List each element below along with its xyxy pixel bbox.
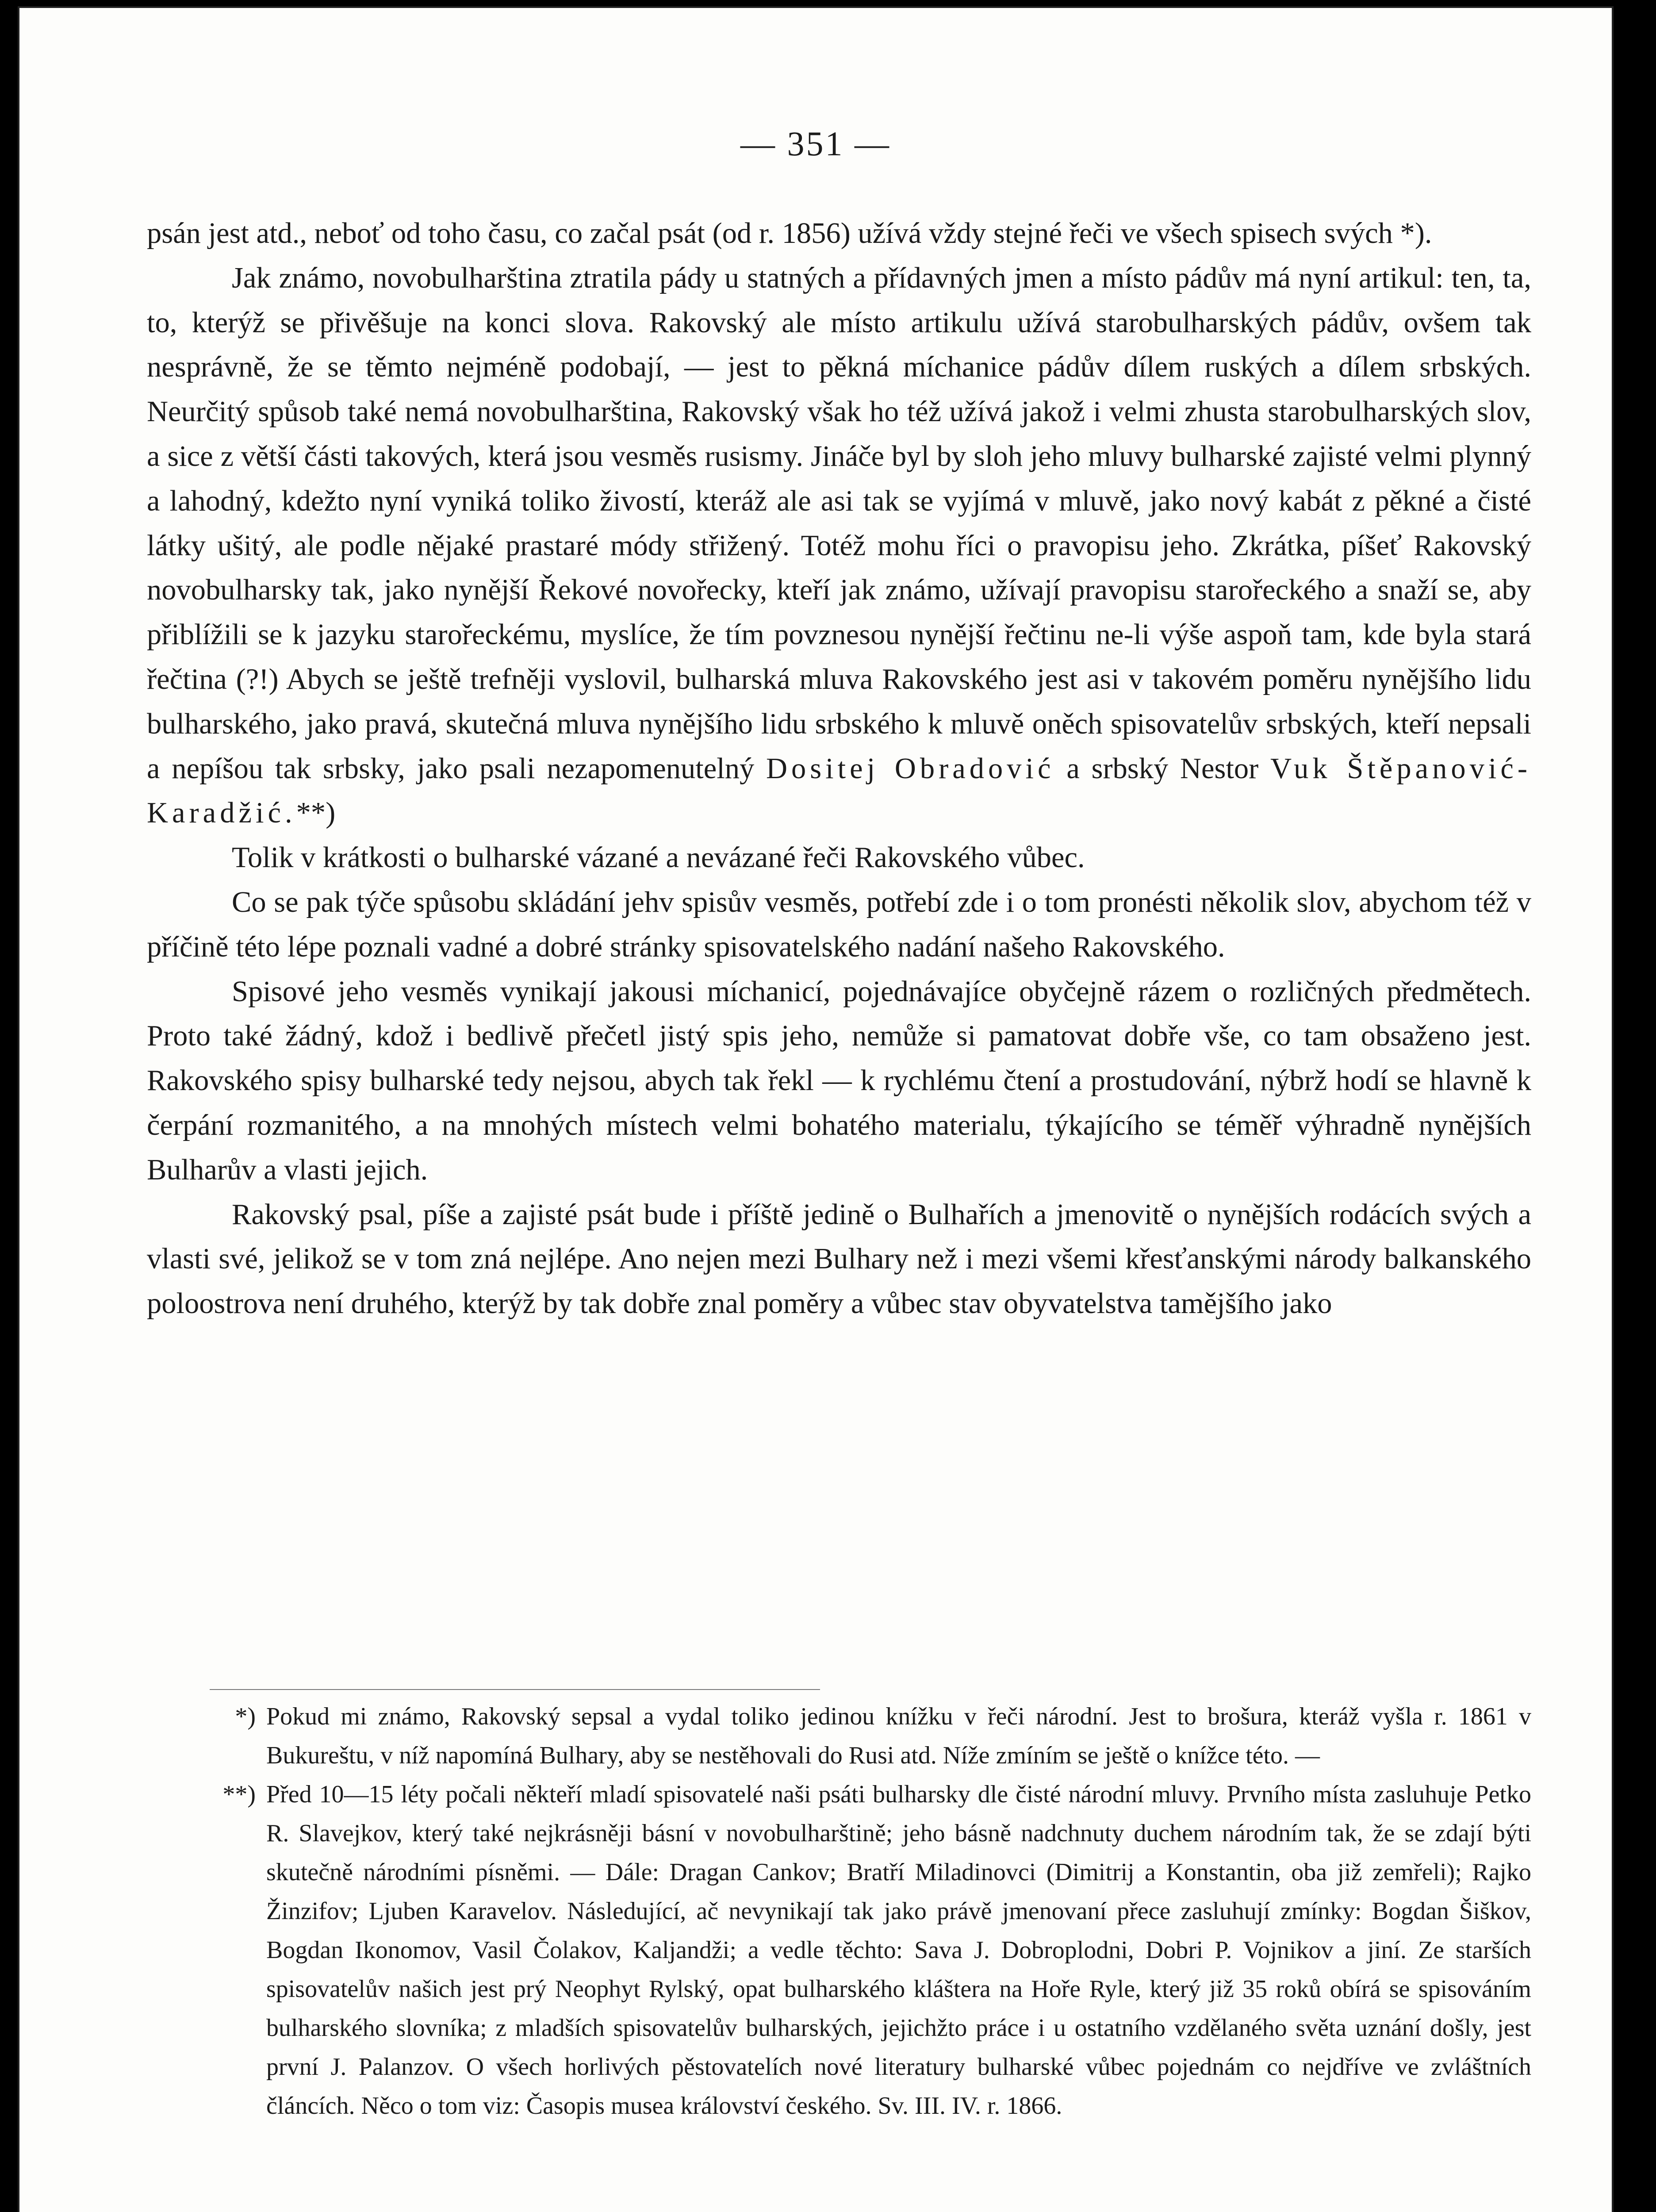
footnotes: [147, 1697, 1531, 2125]
footnote-1: [147, 1697, 1531, 1775]
footnote-1-mark: *): [235, 1703, 256, 1730]
paragraph-2-text: Jak známo, novobulharština ztratila pády u statných a přídavných jmen a místo pádův má nyní artikul: ten, ta, to, kterýž se přivěšuje na konci slova. Rakovský ale místo artikulu užívá starobulharských pádův, ovšem tak nesprávně, že se těmto nejméně podobají, — jest to pěkná míchanice pádův dílem ruských a dílem srbských. Neurčitý spůsob také nemá novobulharština, Rakovský však ho též užívá jakož i velmi zhusta starobulharských slov, a sice z větší části takových, která jsou vesměs rusismy. Jináče byl by sloh jeho mluvy bulharské zajisté velmi plynný a lahodný, kdežto nyní vyniká toliko živostí, kteráž ale asi tak se vyjímá v mluvě, jako nový kabát z pěkné a čisté látky ušitý, ale podle nějaké prastaré módy střižený. Totéž mohu říci o pravopisu jeho. Zkrátka, píšeť Rakovský novobulharsky tak, jako nynější Řekové novořecky, kteří jak známo, užívají pravopisu starořeckého a snaží se, aby přiblížili se k jazyku starořeckému, myslíce, že tím povznesou nynější řečtinu ne-li výše aspoň tam, kde byla stará řečtina (?!) Abych se ještě trefněji vyslovil, bulharská mluva Rakovského jest asi v takovém poměru nynějšího lidu bulharského, jako pravá, skutečná mluva nynějšího lidu srbského k mluvě oněch spisovatelův srbských, kteří nepsali a nepíšou tak srbsky, jako psali nezapomenutelný: [147, 261, 1531, 785]
footnote-1-text: Pokud mi známo, Rakovský sepsal a vydal toliko jedinou knížku v řeči národní. Jest to brošura, kteráž vyšla r. 1861 v Bukureštu, v níž napomíná Bulhary, aby se nestěhovali do Rusi atd. Níže zmíním se ještě o knížce této. —: [266, 1703, 1531, 1769]
paragraph-2: [147, 256, 1531, 836]
page-number: — 351 —: [740, 124, 891, 163]
footnote-2-mark: **): [222, 1781, 256, 1808]
footnote-2-text: Před 10—15 léty počali někteří mladí spisovatelé naši psáti bulharsky dle čisté národní mluvy. Prvního místa zasluhuje Petko R. Slavejkov, který také nejkrásněji básní v novobulharštině; jeho básně nadchnuty duchem národním tak, že se zdají býti skutečně národními písněmi. — Dále: Dragan Cankov; Bratří Miladinovci (Dimitrij a Konstantin, oba již zemřeli); Rajko Žinzifov; Ljuben Karavelov. Následující, ač nevynikají tak jako právě jmenovaní přece zasluhují zmínky: Bogdan Šiškov, Bogdan Ikonomov, Vasil Čolakov, Kaljandži; a vedle těchto: Sava J. Dobroplodni, Dobri P. Vojnikov a jiní. Ze starších spisovatelův našich jest prý Neophyt Rylský, opat bulharského kláštera na Hoře Ryle, který již 35 roků obírá se spisováním bulharského slovníka; z mladších spisovatelův bulharských, jejichžto práce i u ostatního vzdělaného světa uznání došly, jest první J. Palanzov. O všech horlivých pěstovatelích nové literatury bulharské vůbec pojednám co nejdříve ve zvláštních článcích. Něco o tom viz: Časopis musea království českého. Sv. III. IV. r. 1866.: [266, 1781, 1531, 2120]
book-page: [18, 6, 1614, 2212]
author-name-obradovic: Dositej Obradović: [766, 752, 1055, 785]
paragraph-5: Spisové jeho vesměs vynikají jakousi míchanicí, pojednávajíce obyčejně rázem o rozličných předmětech. Proto také žádný, kdož i bedlivě přečetl jistý spis jeho, nemůže si pamatovat dobře vše, co tam obsaženo jest. Rakovského spisy bulharské tedy nejsou, abych tak řekl — k rychlému čtení a prostudování, nýbrž hodí se hlavně k čerpání rozmanitého, a na mnohých místech velmi bohatého materialu, týkajícího se téměř výhradně nynějších Bulharův a vlasti jejich.: [147, 975, 1531, 1186]
paragraph-3: Tolik v krátkosti o bulharské vázané a nevázané řeči Rakovského vůbec.: [232, 841, 1085, 874]
author-name-karadzic: Vuk Štěpanović-Karadžić.: [147, 752, 1531, 830]
main-text: [147, 211, 1531, 1326]
footnote-2: [147, 1775, 1531, 2125]
footnote-ref-2: **): [296, 797, 336, 830]
paragraph-4: Co se pak týče spůsobu skládání jehv spisův vesměs, potřebí zde i o tom pronésti několik slov, abychom též v příčině této lépe poznali vadné a dobré stránky spisovatelského nadání našeho Rakovského.: [147, 886, 1531, 963]
paragraph-1: psán jest atd., neboť od toho času, co začal psát (od r. 1856) užívá vždy stejné řeči ve všech spisech svých *).: [147, 217, 1432, 250]
footnote-divider: [210, 1689, 820, 1690]
paragraph-6: Rakovský psal, píše a zajisté psát bude i příště jedině o Bulhařích a jmenovitě o nynějších rodácích svých a vlasti své, jelikož se v tom zná nejlépe. Ano nejen mezi Bulhary než i mezi všemi křesťanskými národy balkanského poloostrova není druhého, kterýž by tak dobře znal poměry a vůbec stav obyvatelstva tamějšího jako: [147, 1198, 1531, 1320]
paragraph-2-connector: a srbský Nestor: [1066, 752, 1259, 785]
